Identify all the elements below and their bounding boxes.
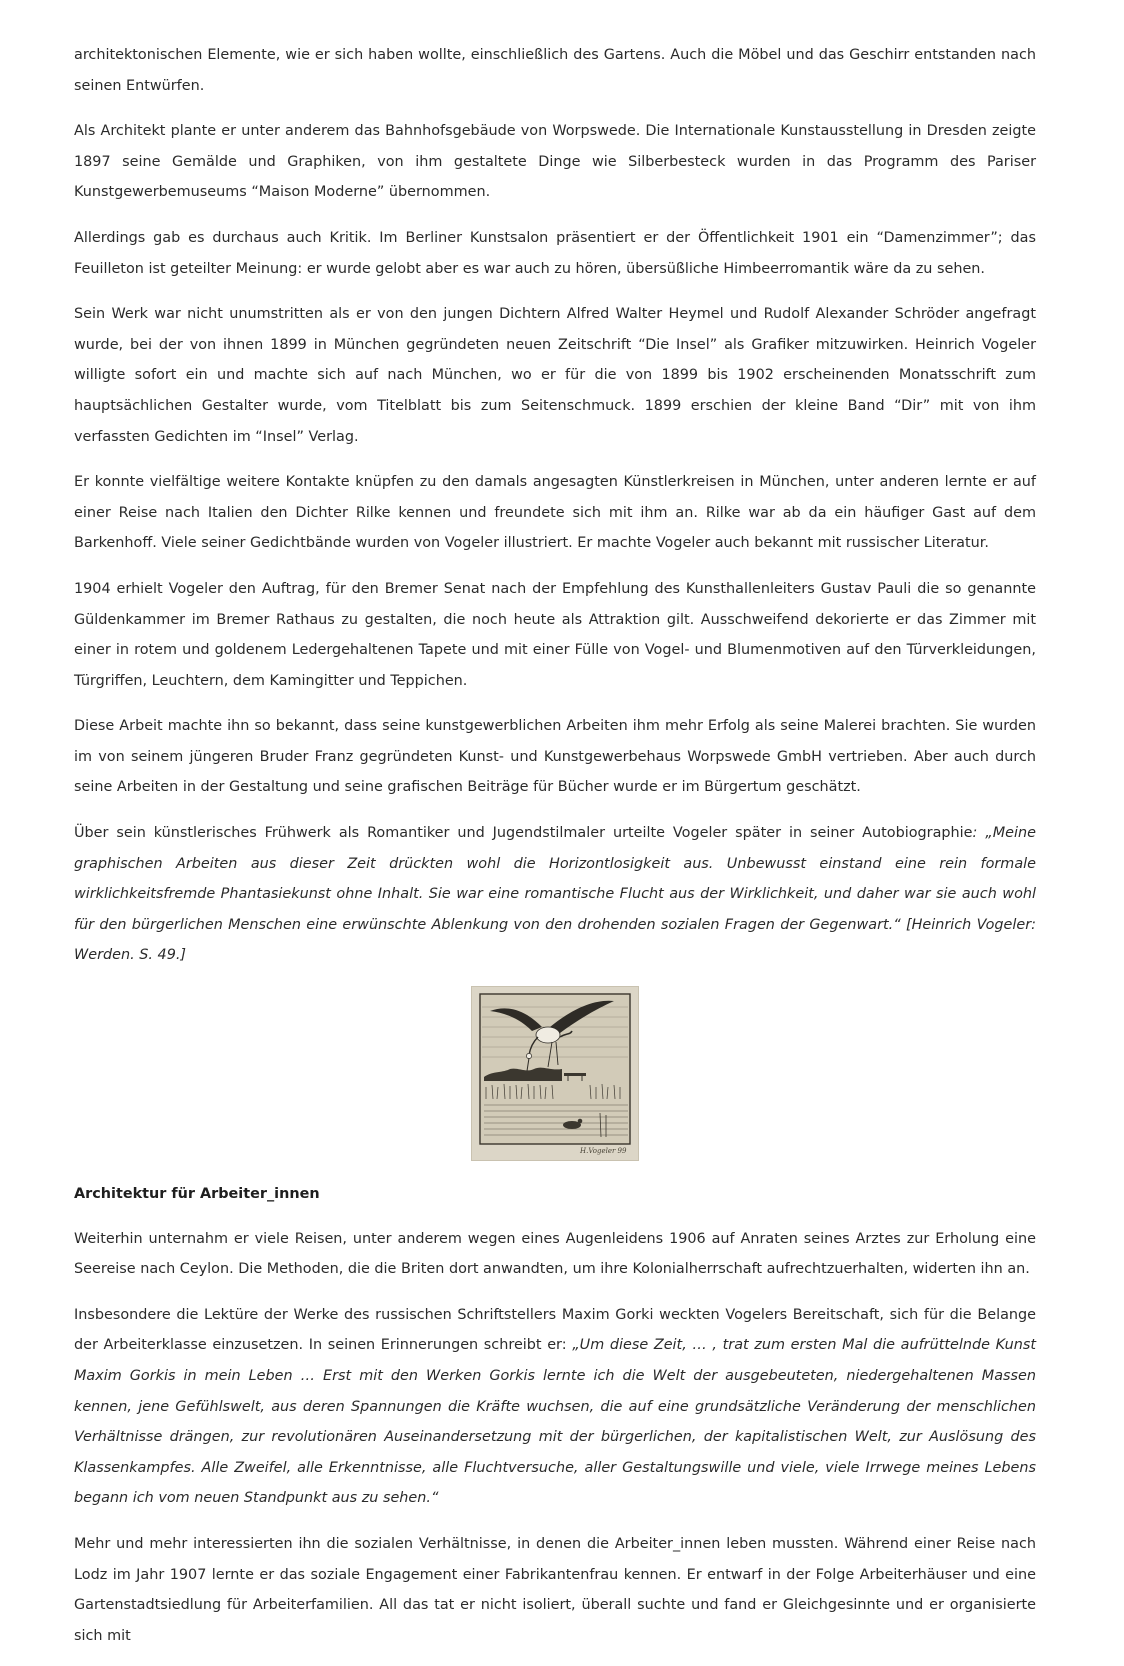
paragraph-lead: Insbesondere die Lektüre der Werke des russischen Schriftstellers Maxim Gorki weckten Vogelers Bereitschaft, sich für die Belange der Arbeiterklasse einzusetzen. In seinen Erinnerungen schreibt er: bbox=[74, 1306, 1036, 1354]
paragraph: Als Architekt plante er unter anderem das Bahnhofsgebäude von Worpswede. Die Internationale Kunstausstellung in Dresden zeigte 1897 seine Gemälde und Graphiken, von ihm gestaltete Dinge wie Silberbesteck wurden in das Programm des Pariser Kunstgewerbemuseums “Maison Moderne” übernommen. bbox=[74, 123, 1036, 201]
autobiography-quote: : „Meine graphischen Arbeiten aus dieser Zeit drückten wohl die Horizontlosigkeit aus. Unbewusst einstand eine rein formale wirklichkeitsfremde Phantasiekunst ohne Inhalt. Sie war eine romantische Flucht aus der Wirklichkeit, und daher war sie auch wohl für den bürgerlichen Menschen eine erwünschte Ablenkung von den drohenden sozialen Fragen der Gegenwart.“ [Heinrich Vogeler: Werden. S. 49.] bbox=[74, 825, 1036, 964]
etching-illustration bbox=[472, 987, 638, 1160]
quote-paragraph bbox=[74, 818, 1036, 971]
paragraph: architektonischen Elemente, wie er sich haben wollte, einschließlich des Gartens. Auch die Möbel und das Geschirr entstanden nach seinen Entwürfen. bbox=[74, 47, 1036, 94]
paragraph: 1904 erhielt Vogeler den Auftrag, für den Bremer Senat nach der Empfehlung des Kunsthallenleiters Gustav Pauli die so genannte Güldenkammer im Bremer Rathaus zu gestalten, die noch heute als Attraktion gilt. Ausschweifend dekorierte er das Zimmer mit einer in rotem und goldenem Ledergehaltenen Tapete und mit einer Fülle von Vogel- und Blumenmotiven auf den Türverkleidungen, Türgriffen, Leuchtern, dem Kamingitter und Teppichen. bbox=[74, 580, 1036, 689]
document-page bbox=[74, 40, 1036, 1666]
paragraph: Allerdings gab es durchaus auch Kritik. Im Berliner Kunstsalon präsentiert er der Öffentlichkeit 1901 ein “Damenzimmer”; das Feuilleton ist geteilter Meinung: er wurde gelobt aber es war auch zu hören, übersüßliche Himbeerromantik wäre da zu sehen. bbox=[74, 229, 1036, 277]
figure-container bbox=[74, 986, 1036, 1161]
quote-paragraph bbox=[74, 1300, 1036, 1514]
section-heading: Architektur für Arbeiter_innen bbox=[74, 1186, 320, 1203]
stork-etching-image bbox=[471, 986, 639, 1161]
paragraph: Sein Werk war nicht unumstritten als er von den jungen Dichtern Alfred Walter Heymel und Rudolf Alexander Schröder angefragt wurde, bei der von ihnen 1899 in München gegründeten neuen Zeitschrift “Die Insel” als Grafiker mitzuwirken. Heinrich Vogeler willigte sofort ein und machte sich auf nach München, wo er für die von 1899 bis 1902 erscheinenden Monatsschrift zum hauptsächlichen Gestalter wurde, vom Titelblatt bis zum Seitenschmuck. 1899 erschien der kleine Band “Dir” mit von ihm verfassten Gedichten im “Insel” Verlag. bbox=[74, 306, 1036, 445]
paragraph: Diese Arbeit machte ihn so bekannt, dass seine kunstgewerblichen Arbeiten ihm mehr Erfolg als seine Malerei brachten. Sie wurden im von seinem jüngeren Bruder Franz gegründeten Kunst- und Kunstgewerbehaus Worpswede GmbH vertrieben. Aber auch durch seine Arbeiten in der Gestaltung und seine grafischen Beiträge für Bücher wurde er im Bürgertum geschätzt. bbox=[74, 718, 1036, 796]
gorki-quote: „Um diese Zeit, … , trat zum ersten Mal die aufrüttelnde Kunst Maxim Gorkis in mein Leben … Erst mit den Werken Gorkis lernte ich die Welt der ausgebeuteten, niedergehaltenen Massen kennen, jene Gefühlswelt, aus deren Spannungen die Kräfte wuchsen, die auf eine grundsätzliche Veränderung der menschlichen Verhältnisse drängen, zur revolutionären Auseinandersetzung mit der bürgerlichen, der kapitalistischen Welt, zur Auslösung des Klassenkampfes. Alle Zweifel, alle Erkenntnisse, alle Fluchtversuche, aller Gestaltungswille und viele, viele Irrwege meines Lebens begann ich vom neuen Standpunkt aus zu sehen.“ bbox=[74, 1337, 1037, 1507]
paragraph: Mehr und mehr interessierten ihn die sozialen Verhältnisse, in denen die Arbeiter_innen leben mussten. Während einer Reise nach Lodz im Jahr 1907 lernte er das soziale Engagement einer Fabrikantenfrau kennen. Er entwarf in der Folge Arbeiterhäuser und eine Gartenstadtsiedlung für Arbeiterfamilien. All das tat er nicht isoliert, überall suchte und fand er Gleichgesinnte und er organisierte sich mit bbox=[74, 1535, 1036, 1644]
stork-body bbox=[536, 1027, 560, 1043]
artist-signature: H.Vogeler 99 bbox=[580, 1147, 627, 1156]
paragraph: Er konnte vielfältige weitere Kontakte knüpfen zu den damals angesagten Künstlerkreisen in München, unter anderen lernte er auf einer Reise nach Italien den Dichter Rilke kennen und freundete sich mit ihm an. Rilke war ab da ein häufiger Gast auf dem Barkenhoff. Viele seiner Gedichtbände wurden von Vogeler illustriert. Er machte Vogeler auch bekannt mit russischer Literatur. bbox=[74, 474, 1036, 552]
paragraph: Weiterhin unternahm er viele Reisen, unter anderem wegen eines Augenleidens 1906 auf Anraten seines Arztes zur Erholung eine Seereise nach Ceylon. Die Methoden, die die Briten dort anwandten, um ihre Kolonialherrschaft aufrechtzuerhalten, widerten ihn an. bbox=[74, 1230, 1036, 1278]
paragraph-lead: Über sein künstlerisches Frühwerk als Romantiker und Jugendstilmaler urteilte Vogeler später in seiner Autobiographie bbox=[74, 825, 973, 842]
